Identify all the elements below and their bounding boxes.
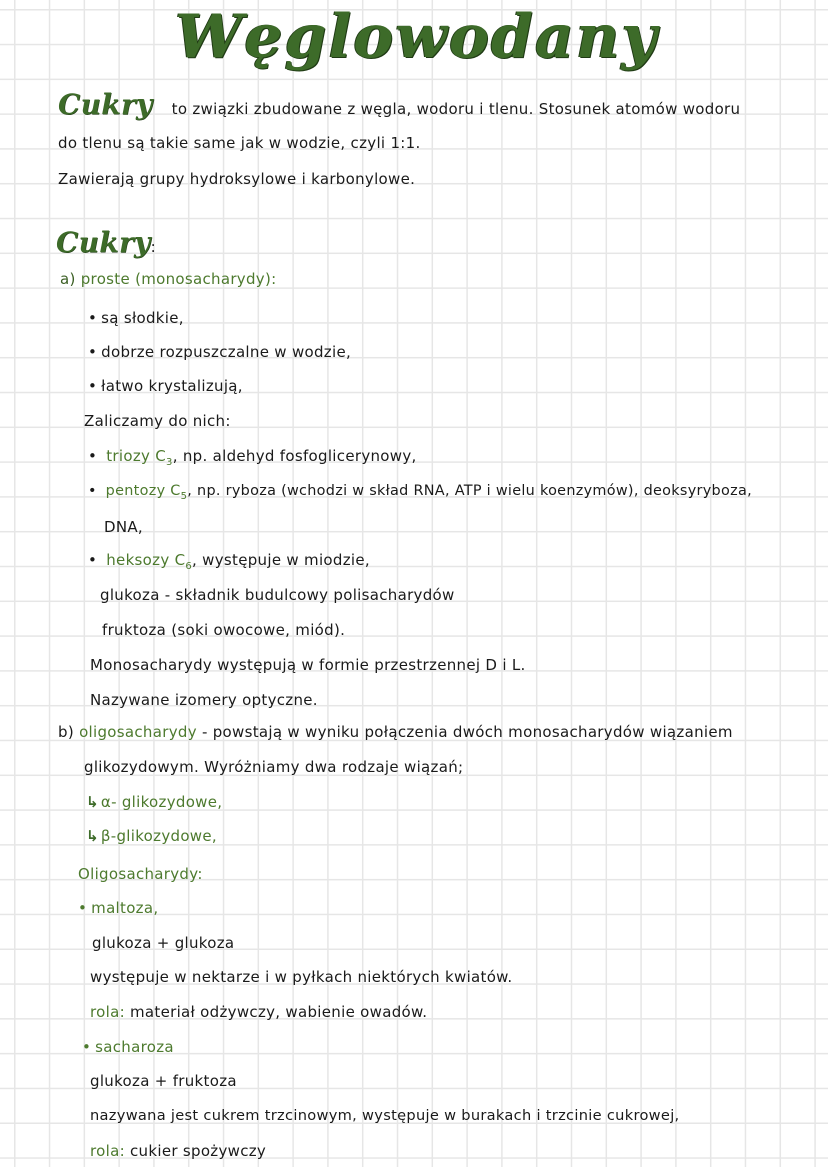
maltoza-occurs: występuje w nektarze i w pyłkach niektórych kwiatów.	[90, 968, 513, 986]
list-item-sacharoza: • sacharoza	[82, 1038, 174, 1056]
intro-line-2: do tlenu są takie same jak w wodzie, czyli 1:1.	[58, 134, 421, 152]
section-b-title: b) oligosacharydy - powstają w wyniku połączenia dwóch monosacharydów wiązaniem	[58, 723, 733, 741]
glukoza-line: glukoza - składnik budulcowy polisacharydów	[100, 586, 455, 604]
maltoza-role: rola: materiał odżywczy, wabienie owadów.	[90, 1003, 428, 1021]
page-title: Węglowodany	[175, 2, 659, 72]
sacharoza-occurs: nazywana jest cukrem trzcinowym, występuje w burakach i trzcinie cukrowej,	[90, 1107, 680, 1124]
maltoza-formula: glukoza + glukoza	[92, 934, 235, 952]
includes-label: Zaliczamy do nich:	[84, 412, 231, 430]
bond-beta: ↳ β-glikozydowe,	[86, 827, 217, 845]
sacharoza-role: rola: cukier spożywczy	[90, 1142, 267, 1160]
oligo-list-heading: Oligosacharydy:	[78, 865, 203, 883]
section-a-title: a) proste (monosacharydy):	[60, 270, 277, 288]
intro-line-3: Zawierają grupy hydroksylowe i karbonylowe.	[58, 170, 416, 188]
list-item: • dobrze rozpuszczalne w wodzie,	[88, 343, 351, 361]
arrow-icon: ↳	[86, 793, 99, 811]
intro-heading: Cukry	[58, 88, 153, 121]
sacharoza-formula: glukoza + fruktoza	[90, 1072, 237, 1090]
list-item: • łatwo krystalizują,	[88, 377, 243, 395]
isomers-line: Nazywane izomery optyczne.	[90, 691, 318, 709]
section-heading: Cukry:	[56, 226, 156, 259]
section-b-desc-2: glikozydowym. Wyróżniamy dwa rodzaje wiązań;	[84, 758, 464, 776]
fruktoza-line: fruktoza (soki owocowe, miód).	[102, 621, 346, 639]
arrow-icon: ↳	[86, 827, 99, 845]
list-item: • są słodkie,	[88, 309, 184, 327]
list-item-maltoza: • maltoza,	[78, 899, 158, 917]
intro-line-1: Cukry to związki zbudowane z węgla, wodoru i tlenu. Stosunek atomów wodoru	[58, 88, 741, 121]
forms-line: Monosacharydy występują w formie przestrzennej D i L.	[90, 656, 526, 674]
list-item-triozy: • triozy $C_3$, np. aldehyd fosfoglicerynowy,	[88, 447, 417, 468]
bond-alpha: ↳ α- glikozydowe,	[86, 793, 223, 811]
list-item-heksozy: • heksozy $C_6$, występuje w miodzie,	[88, 551, 370, 572]
list-item-pentozy: • pentozy $C_5$, np. ryboza (wchodzi w skład RNA, ATP i wielu koenzymów), deoksyryboza,	[88, 483, 752, 502]
pentozy-continuation: DNA,	[104, 518, 144, 536]
